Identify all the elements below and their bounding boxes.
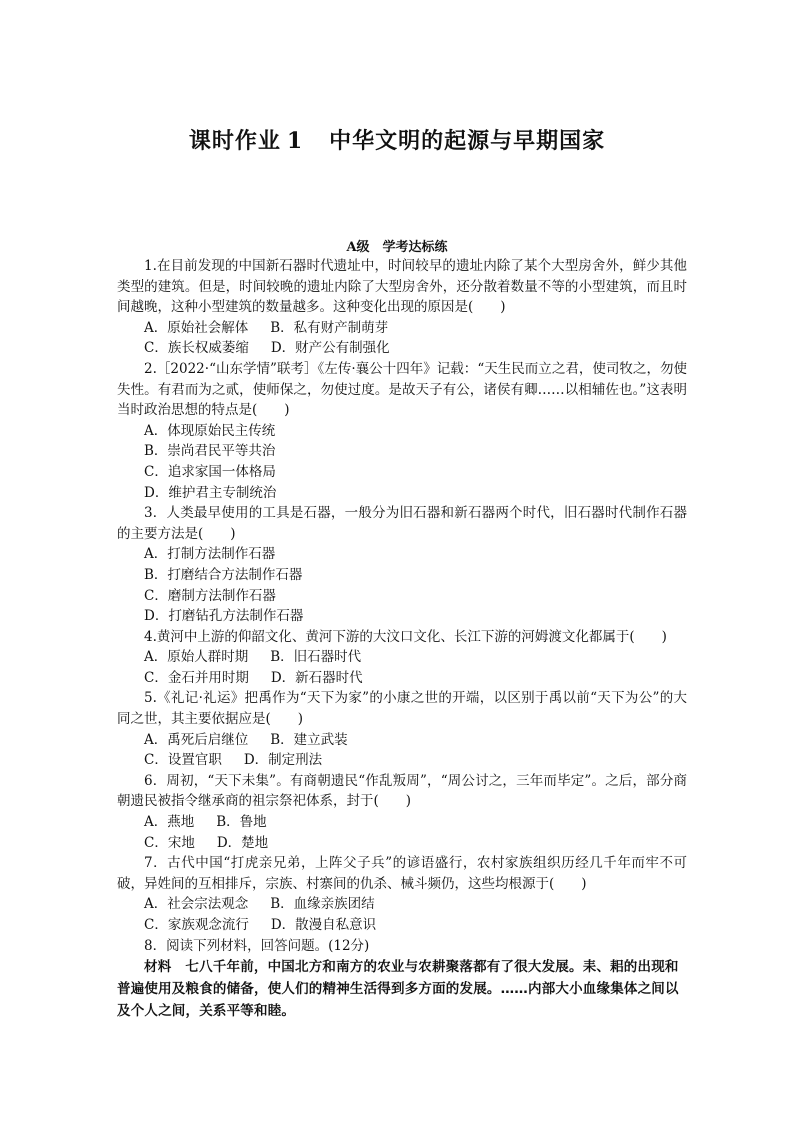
question-stem: 2.［2022·“山东学情”联考］《左传·襄公十四年》记载：“天生民而立之君，使司牧之，勿使失性。有君而为之贰，使师保之，勿使过度。是故天子有公，诸侯有卿……以相辅佐也。”这表明当时政治思想的特点是( ) [117,360,687,419]
answer-option: D．楚地 [216,834,269,851]
answer-option: D．打磨钻孔方法制作石器 [144,608,304,625]
question-stem: 1.在目前发现的中国新石器时代遗址中，时间较早的遗址内除了某个大型房舍外，鲜少其他类型的建筑。但是，时间较晚的遗址内除了大型房舍外，还分散着数量不等的小型建筑，而且时间越晚，这种小型建筑的数量越多。这种变化出现的原因是( ) [117,258,687,316]
option-row [117,483,687,504]
title-subtitle: 中华文明的起源与早期国家 [329,128,606,154]
option-row [117,730,687,751]
answer-option: B．旧石器时代 [270,649,362,666]
answer-option: C．金石并用时期 [144,669,249,686]
question-stem: 8．阅读下列材料，回答问题。(12分) [144,937,370,954]
question-stem: 4.黄河中上游的仰韶文化、黄河下游的大汶口文化、长江下游的河姆渡文化都属于( ) [144,628,667,645]
option-row [117,750,687,771]
answer-option: D．财产公有制强化 [270,340,390,357]
title-main: 课时作业 [188,128,281,154]
option-row [117,915,687,936]
answer-option: A．禹死后启继位 [144,731,249,748]
answer-option: D．制定刑法 [243,752,323,769]
answer-option: B．血缘亲族团结 [270,896,375,913]
question-stem: 5.《礼记·礼运》把禹作为“天下为家”的小康之世的开端，以区别于禹以前“天下为公”的大同之世，其主要依据应是( ) [117,690,687,728]
title-number: 1 [286,128,304,154]
question-stem: 7．古代中国“打虎亲兄弟，上阵父子兵”的谚语盛行，农村家族组织历经几千年而牢不可破，异姓间的互相排斥，宗族、村寨间的仇杀、械斗频仍，这些均根源于( ) [117,855,687,892]
answer-option: A．燕地 [144,814,195,831]
answer-option: A．原始社会解体 [144,319,249,336]
answer-option: B．建立武装 [270,731,348,748]
answer-option: B．打磨结合方法制作石器 [144,566,303,583]
answer-option: D．新石器时代 [270,669,363,686]
answer-option: C．家族观念流行 [144,917,249,933]
option-row [117,318,687,339]
answer-option: A．原始人群时期 [144,649,249,666]
question-stem: 3．人类最早使用的工具是石器，一般分为旧石器和新石器两个时代，旧石器时代制作石器的主要方法是( ) [117,505,687,542]
option-row [117,586,687,607]
option-row [117,338,687,359]
option-row [117,647,687,668]
material-text: 七八千年前，中国北方和南方的农业与农耕聚落都有了很大发展。耒、耜的出现和普遍使用及粮食的储备，使人们的精神生活得到多方面的发展。……内部大小血缘集体之间以及个人之间，关系平等和睦。 [117,959,679,1020]
answer-option: A．社会宗法观念 [144,896,249,913]
answer-option: A．体现原始民主传统 [144,422,276,439]
answer-option: D．散漫自私意识 [270,917,377,933]
answer-option: C．追求家国一体格局 [144,463,276,480]
option-row [117,421,687,442]
question-stem: 6．周初，“天下未集”。有商朝遗民“作乱叛周”，“周公讨之，三年而毕定”。之后，部分商朝遗民被指令继承商的祖宗祭祀体系，封于( ) [117,772,687,810]
answer-option: B．私有财产制萌芽 [270,319,389,336]
answer-option: C．磨制方法制作石器 [144,587,276,604]
answer-option: D．维护君主专制统治 [144,484,277,501]
option-row [117,565,687,586]
option-row [117,606,687,627]
option-row [117,894,687,915]
question-list [117,256,687,1022]
option-row [117,544,687,565]
material-passage [117,956,687,1022]
answer-option: A．打制方法制作石器 [144,546,276,563]
section-heading: A级 学考达标练 [346,240,448,255]
option-row [117,441,687,462]
material-label: 材料 [144,959,172,976]
page-title [0,124,794,155]
answer-option: B．崇尚君民平等共治 [144,443,276,460]
option-row [117,833,687,854]
option-row [117,462,687,483]
option-row [117,668,687,689]
answer-option: C．族长权威萎缩 [144,340,249,357]
answer-option: C．设置官职 [144,752,222,769]
answer-option: B．鲁地 [216,814,267,831]
option-row [117,812,687,833]
answer-option: C．宋地 [144,834,195,851]
